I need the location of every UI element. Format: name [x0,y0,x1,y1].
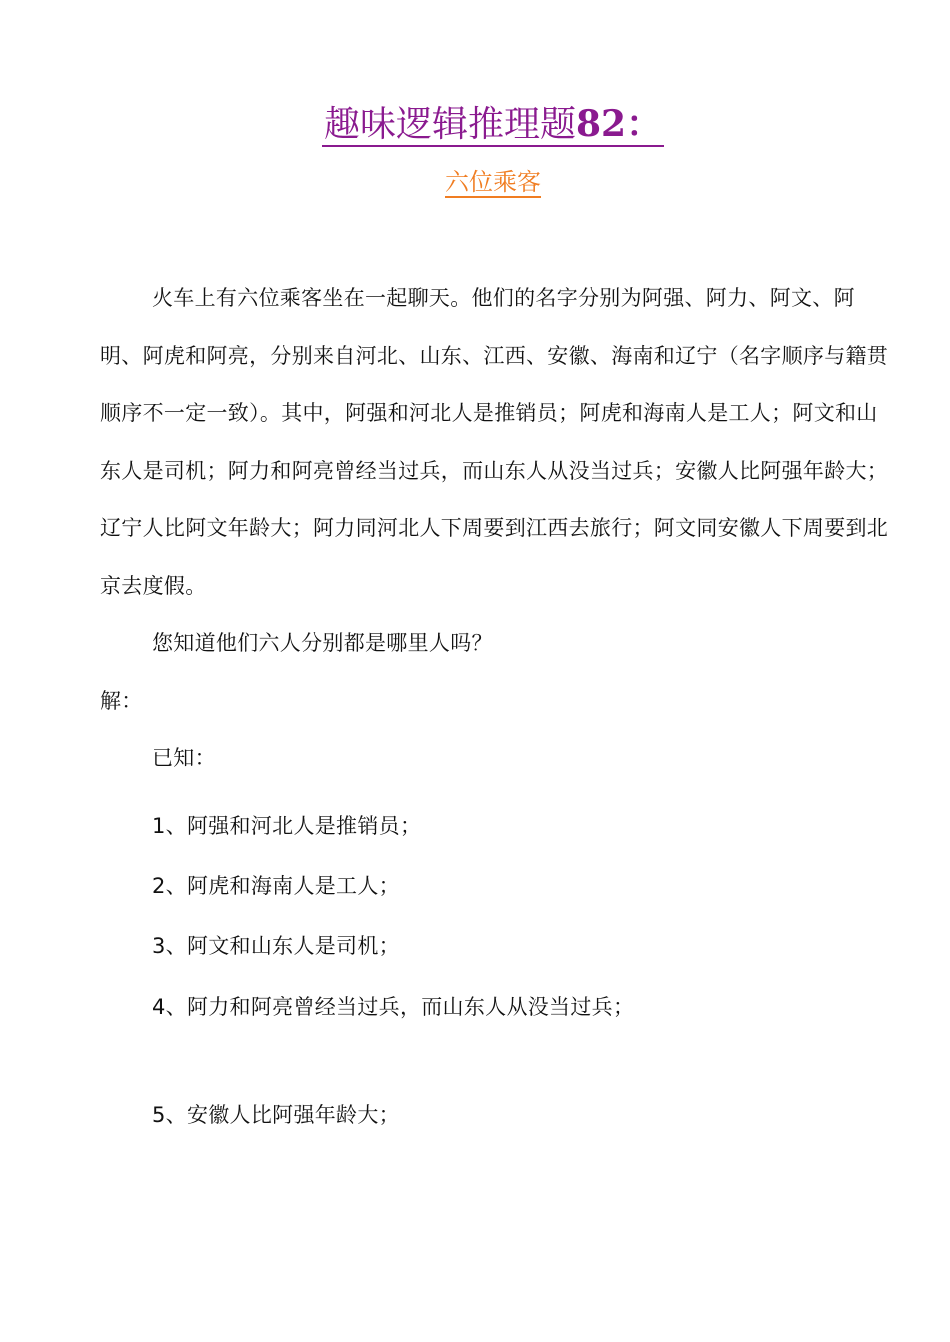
fact-item: 2、阿虎和海南人是工人； [152,874,400,898]
known-label: 已知： [152,746,216,770]
solution-label: 解： [100,689,143,713]
title-text: 趣味逻辑推理题 [323,104,576,145]
problem-question: 您知道他们六人分别都是哪里人吗？ [152,631,493,655]
subtitle-text: 六位乘客 [445,168,541,196]
document-title [0,96,950,153]
fact-item: 1、阿强和河北人是推销员； [152,814,422,838]
fact-item: 5、安徽人比阿强年龄大； [152,1103,400,1127]
document-subtitle [0,164,950,200]
title-number: 82： [575,103,663,145]
problem-paragraph: 火车上有六位乘客坐在一起聊天。他们的名字分别为阿强、阿力、阿文、阿明、阿虎和阿亮，分别来自河北、山东、江西、安徽、海南和辽宁（名字顺序与籍贯顺序不一定一致）。其中，阿强和河北人是推销员；阿虎和海南人是工人；阿文和山东人是司机；阿力和阿亮曾经当过兵，而山东人从没当过兵；安徽人比阿强年龄大；辽宁人比阿文年龄大；阿力同河北人下周要到江西去旅行；阿文同安徽人下周要到北京去度假。 [100,286,889,598]
title-underline [322,104,664,147]
fact-item: 4、阿力和阿亮曾经当过兵，而山东人从没当过兵； [152,995,635,1019]
fact-item: 3、阿文和山东人是司机； [152,934,400,958]
